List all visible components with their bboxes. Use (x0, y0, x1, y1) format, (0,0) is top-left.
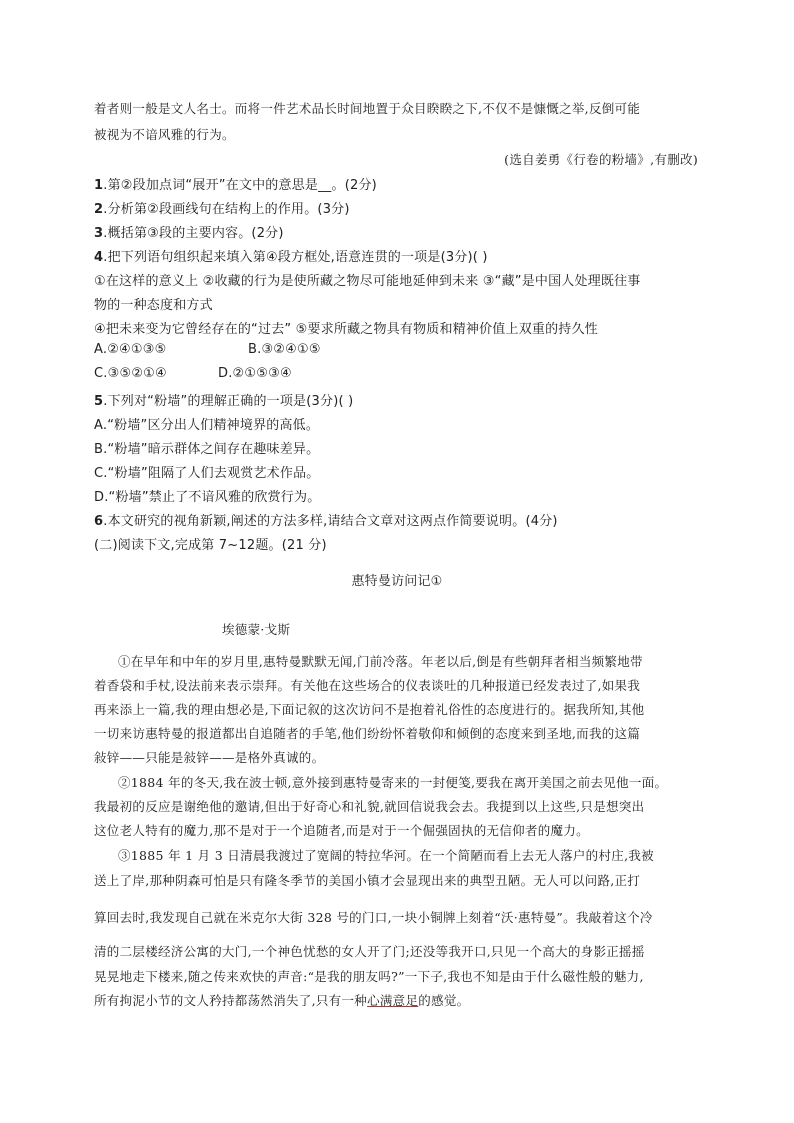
paragraph-line: 晃晃地走下楼来,随之传来欢快的声音:“是我的朋友吗?”一下子,我也不知是由于什么磁性般的魅力, (94, 969, 644, 984)
paragraph-line: ①在早年和中年的岁月里,惠特曼默默无闻,门前冷落。年老以后,倒是有些朝拜者相当频繁地带 (118, 654, 643, 669)
paragraph-line: 着香袋和手杖,设法前来表示崇拜。有关他在这些场合的仪表谈吐的几种报道已经发表过了,如果我 (94, 678, 641, 693)
paragraph-line: 我最初的反应是谢绝他的邀请,但出于好奇心和礼貌,就回信说我会去。我提到以上这些,只是想突出 (94, 799, 645, 814)
question-5: 5.下列对“粉墙”的理解正确的一项是(3分)( ) (94, 394, 354, 409)
question-6: 6.本文研究的视角新颖,阐述的方法多样,请结合文章对这两点作简要说明。(4分) (94, 514, 558, 529)
paragraph-line: 清的二层楼经济公寓的大门,一个神色忧愁的女人开了门;还没等我开口,只见一个高大的身影正摇摇 (94, 944, 645, 959)
q5-option-a: A.“粉墙”区分出人们精神境界的高低。 (94, 418, 320, 433)
question-3: 3.概括第③段的主要内容。(2分) (94, 226, 284, 241)
q5-option-d: D.“粉墙”禁止了不谙风雅的欣赏行为。 (94, 490, 321, 505)
q4-option-a: A.②④①③⑤ (94, 342, 167, 357)
paragraph-line: ③1885 年 1 月 3 日清晨我渡过了宽阔的特拉华河。在一个简陋而看上去无人落户的村庄,我被 (118, 848, 654, 863)
passage-line: 着者则一般是文人名士。而将一件艺术品长时间地置于众目睽睽之下,不仅不是慷慨之举,反倒可能 (94, 101, 641, 116)
paragraph-line: 这位老人特有的魔力,那不是对于一个追随者,而是对于一个倔强固执的无信仰者的魔力。 (94, 823, 589, 838)
q4-item-line: 物的一种态度和方式 (94, 298, 213, 313)
paragraph-line: 再来添上一篇,我的理由想必是,下面记叙的这次访问不是抱着礼俗性的态度进行的。据我所知,其他 (94, 702, 645, 717)
q5-option-c: C.“粉墙”阻隔了人们去观赏艺术作品。 (94, 466, 320, 481)
q4-item-line: ④把未来变为它曾经存在的“过去” ⑤要求所藏之物具有物质和精神价值上双重的持久性 (94, 322, 598, 337)
question-1: 1.第②段加点词“展开”在文中的意思是__。(2分) (94, 178, 377, 193)
paragraph-line: 算回去时,我发现自己就在米克尔大街 328 号的门口,一块小铜牌上刻着“沃·惠特曼”。我敲着这个冷 (94, 910, 653, 925)
passage-source: (选自姜勇《行卷的粉墙》,有删改) (504, 152, 698, 167)
question-2: 2.分析第②段画线句在结构上的作用。(3分) (94, 202, 350, 217)
paragraph-line: 敍锌——只能是敍锌——是格外真诚的。 (94, 750, 325, 765)
q5-option-b: B.“粉墙”暗示群体之间存在趣味差异。 (94, 442, 320, 457)
q4-item-line: ①在这样的意义上 ②收藏的行为是使所藏之物尽可能地延伸到未来 ③“藏”是中国人处理既往事 (94, 274, 641, 289)
section-2-heading: (二)阅读下文,完成第 7~12题。(21 分) (94, 538, 327, 553)
paragraph-line: ②1884 年的冬天,我在波士顿,意外接到惠特曼寄来的一封便笺,要我在离开美国之前去见他一面。 (118, 775, 668, 790)
paragraph-line: 所有拘泥小节的文人矜持都荡然消失了,只有一种心满意足的感觉。 (94, 993, 470, 1008)
passage-line: 被视为不谙风雅的行为。 (94, 127, 235, 142)
paragraph-line: 一切来访惠特曼的报道都出自追随者的手笔,他们纷纷怀着敬仰和倾倒的态度来到圣地,而我的这篇 (94, 726, 641, 741)
q4-option-c: C.③⑤②①④ (94, 366, 167, 381)
article-title: 惠特曼访问记① (351, 574, 443, 589)
paragraph-line: 送上了岸,那种阴森可怕是只有隆冬季节的美国小镇才会显现出来的典型丑陋。无人可以问路,正打 (94, 873, 641, 888)
q4-option-d: D.②①⑤③④ (218, 366, 292, 381)
article-author: 埃德蒙·戈斯 (222, 622, 291, 637)
underlined-phrase: 心满意足 (367, 993, 419, 1008)
question-4: 4.把下列语句组织起来填入第④段方框处,语意连贯的一项是(3分)( ) (94, 250, 488, 265)
q4-option-b: B.③②④①⑤ (248, 342, 321, 357)
